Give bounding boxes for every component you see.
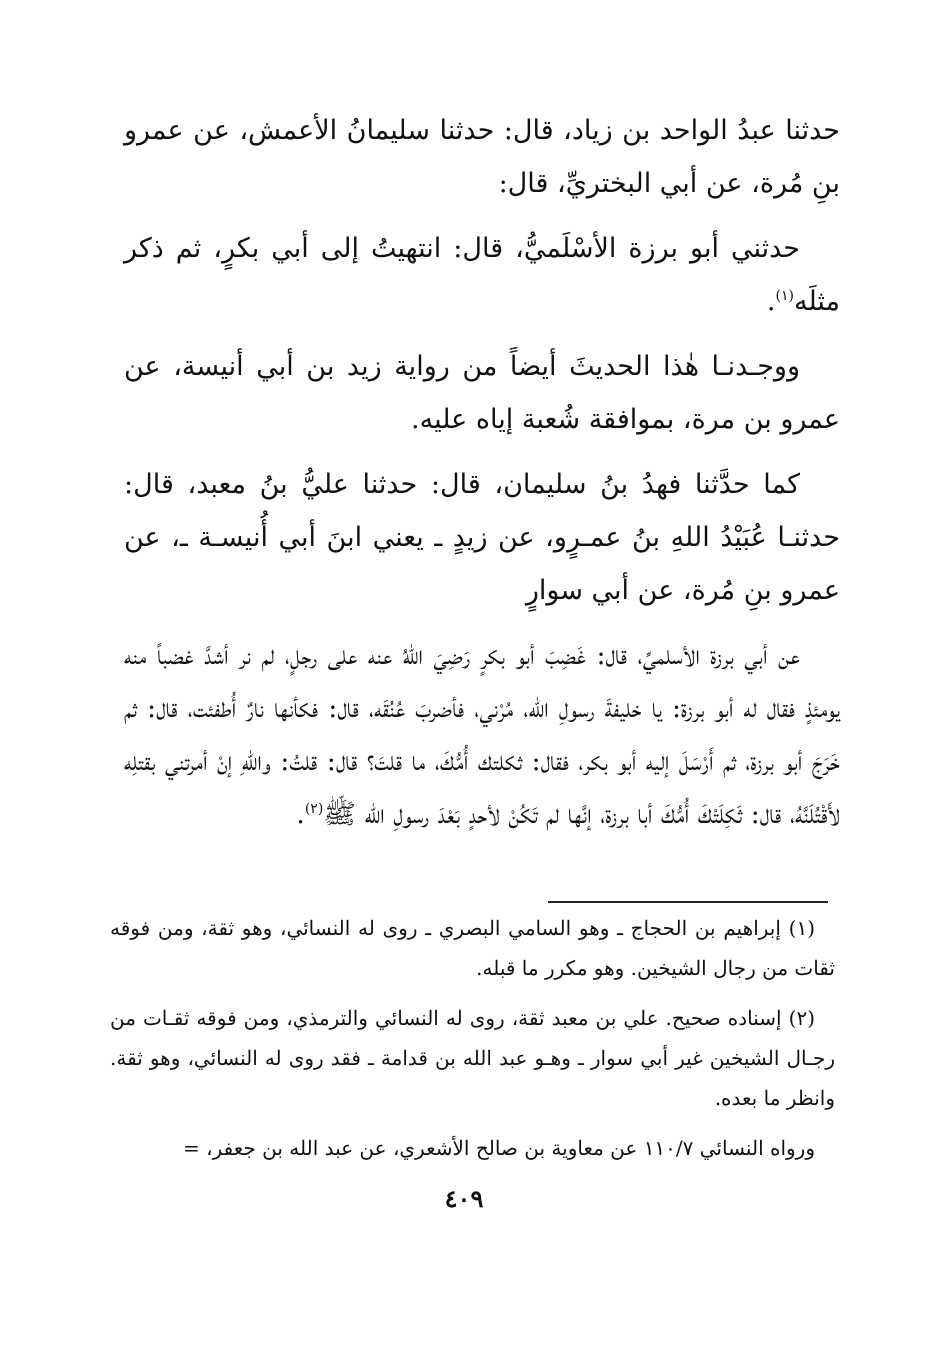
footnote-2: (٢) إسناده صحيح. علي بن معبد ثقة، روى له النسائي والترمذي، ومن فوقه ثقـات من رجـال الشيخين غير أبي سوار ـ وهـو عبد الله بن قدامة ـ فقد روى له النسائي، وهو ثقة. وانظر ما بعده. bbox=[110, 1006, 835, 1110]
paragraph-1: حدثنا عبدُ الواحد بن زياد، قال: حدثنا سليمانُ الأعمش، عن عمرو بنِ مُرة، عن أبي البختريِّ، قال: bbox=[124, 115, 840, 199]
footnote-1: (١) إبراهيم بن الحجاج ـ وهو السامي البصري ـ روى له النسائي، وهو ثقة، ومن فوقه ثقات من رجال الشيخين. وهو مكرر ما قبله. bbox=[110, 916, 835, 980]
footnote-ref-1: (١) bbox=[775, 288, 794, 304]
main-text bbox=[124, 104, 840, 853]
paragraph-2: حدثني أبو برزة الأسْلَميُّ، قال: انتهيتُ إلى أبي بكرٍ، ثم ذكر مثلَه$^{(١)}$. bbox=[124, 233, 840, 317]
footnote-separator bbox=[548, 901, 828, 903]
footnote-2-continuation: ورواه النسائي ١١٠/٧ عن معاوية بن صالح الأشعري، عن عبد الله بن جعفر، = bbox=[183, 1136, 815, 1160]
paragraph-4: كما حدَّثنا فهدُ بنُ سليمان، قال: حدثنا عليُّ بنُ معبد، قال: حدثنـا عُبَيْدُ اللهِ بنُ عمـرٍو، عن زيدٍ ـ يعني ابنَ أبي أُنيسـة ـ، عن عمرو بنِ مُرة، عن أبي سوارٍ bbox=[124, 469, 840, 606]
paragraph-5: عن أبي برزة الأسلميِّ، قال: غَضِبَ أبو بكرٍ رَضِيَ اللهُ عنه على رجلٍ، لم نر أشدَّ غضباً منه يومئذٍ فقال له أبو برزة: يا خليفةَ رسولِ الله، مُرْني، فأضربَ عُنُقَه، قال: فكأنها نارٌ أُطفئت، قال: ثم خَرَجَ أبو برزة، ثم أَرْسَلَ إليه أبو بكر، فقال: ثكلتك أُمُّكَ، ما قلتَ؟ قال: قلتُ: واللهِ إنْ أمرتني بقتلِه لأَقْتُلَنَّهُ، قال: ثَكِلَتْكَ أُمُّكَ أبا برزة، إنَّها لم تَكُنْ لأحدٍ بَعْدَ رسولِ الله ﷺ$^{(٢)}$. bbox=[124, 640, 840, 830]
page-number: ٤٠٩ bbox=[444, 1184, 484, 1213]
paragraph-3: ووجـدنـا هٰذا الحديثَ أيضاً من رواية زيد بن أبي أنيسة، عن عمرو بن مرة، بموافقة شُعبة إياه عليه. bbox=[124, 351, 840, 435]
footnote-ref-2: (٢) bbox=[304, 801, 324, 817]
footnotes bbox=[110, 908, 835, 1178]
